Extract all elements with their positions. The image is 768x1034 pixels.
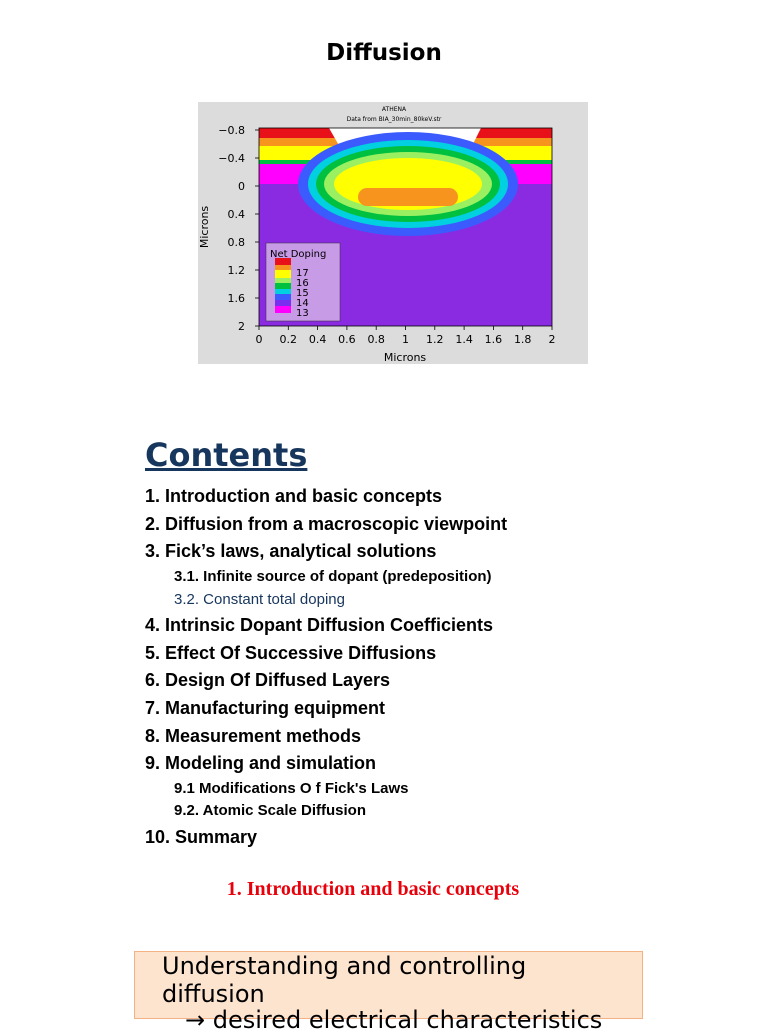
figure-title-line1: ATHENA — [381, 106, 407, 113]
toc-item-8[interactable]: 8. Measurement methods — [145, 726, 362, 746]
callout-box — [134, 951, 643, 1034]
toc-item-6[interactable]: 6. Design Of Diffused Layers — [145, 670, 391, 690]
x-tick-label: 1.4 — [455, 333, 473, 346]
doping-simulation-figure — [198, 102, 588, 364]
x-tick-label: 0.2 — [279, 333, 298, 346]
y-tick-label: 0.4 — [227, 208, 245, 221]
x-tick-label: 0.6 — [338, 333, 356, 346]
doping-plot — [198, 102, 588, 364]
callout-text: Understanding and controlling diffusion — [162, 952, 527, 1008]
toc-subitem-3-2[interactable]: 3.2. Constant total doping — [174, 591, 345, 608]
x-tick-label: 0.4 — [308, 333, 327, 346]
page-title: Diffusion — [326, 40, 442, 66]
x-tick-label: 2 — [548, 333, 556, 346]
y-axis-ticks — [218, 124, 259, 333]
legend-value: 13 — [296, 308, 309, 319]
well-contour-orange — [358, 188, 458, 206]
legend-title: Net Doping — [270, 249, 327, 260]
x-tick-label: 0 — [255, 333, 263, 346]
legend-swatch-blue — [275, 294, 291, 300]
y-axis-label: Microns — [198, 205, 211, 249]
legend-value: 15 — [296, 288, 309, 299]
toc-subitem-3-1[interactable]: 3.1. Infinite source of dopant (predeposition) — [174, 568, 492, 585]
toc-item-9[interactable]: 9. Modeling and simulation — [145, 753, 377, 773]
legend-value: 16 — [296, 278, 309, 289]
toc-item-2[interactable]: 2. Diffusion from a macroscopic viewpoint — [145, 514, 508, 534]
toc-item-7[interactable]: 7. Manufacturing equipment — [145, 698, 386, 718]
legend-swatch-green — [275, 283, 291, 289]
legend-value: 14 — [296, 298, 309, 309]
y-tick-label: 1.2 — [227, 264, 245, 277]
x-axis-ticks — [256, 326, 556, 346]
callout-bullet: → desired electrical characteristics — [185, 1006, 603, 1034]
toc-item-4[interactable]: 4. Intrinsic Dopant Diffusion Coefficients — [145, 615, 494, 635]
toc-item-1[interactable]: 1. Introduction and basic concepts — [145, 486, 443, 506]
x-axis-label: Microns — [383, 351, 427, 364]
legend-swatch-orange — [275, 265, 291, 270]
x-tick-label: 1.2 — [426, 333, 444, 346]
contents-heading: Contents — [145, 436, 308, 474]
toc-item-5[interactable]: 5. Effect Of Successive Diffusions — [145, 643, 437, 663]
legend-swatch-magenta — [275, 306, 291, 313]
y-tick-label: −0.4 — [218, 152, 245, 165]
legend-swatch-cyan — [275, 289, 291, 294]
y-tick-label: −0.8 — [218, 124, 245, 137]
figure-title-line2: Data from BIA_30min_80keV.str — [346, 116, 442, 123]
legend-value: 17 — [296, 268, 309, 279]
y-tick-label: 1.6 — [227, 292, 245, 305]
y-tick-label: 0 — [238, 180, 245, 193]
legend-swatch-lightgreen — [275, 278, 291, 283]
legend-values — [296, 268, 309, 319]
y-tick-label: 0.8 — [227, 236, 245, 249]
legend-swatch-yellow — [275, 270, 291, 278]
toc-item-3[interactable]: 3. Fick’s laws, analytical solutions — [145, 541, 437, 561]
x-tick-label: 0.8 — [367, 333, 385, 346]
y-tick-label: 2 — [238, 320, 245, 333]
x-tick-label: 1.8 — [513, 333, 532, 346]
toc-item-10[interactable]: 10. Summary — [145, 827, 258, 847]
x-tick-label: 1.6 — [484, 333, 503, 346]
toc-subitem-9-1[interactable]: 9.1 Modifications O f Fick's Laws — [174, 780, 409, 797]
legend-swatch-violet — [275, 300, 291, 306]
x-tick-label: 1 — [402, 333, 409, 346]
toc-subitem-9-2[interactable]: 9.2. Atomic Scale Diffusion — [174, 802, 366, 819]
section-heading: 1. Introduction and basic concepts — [226, 878, 520, 900]
